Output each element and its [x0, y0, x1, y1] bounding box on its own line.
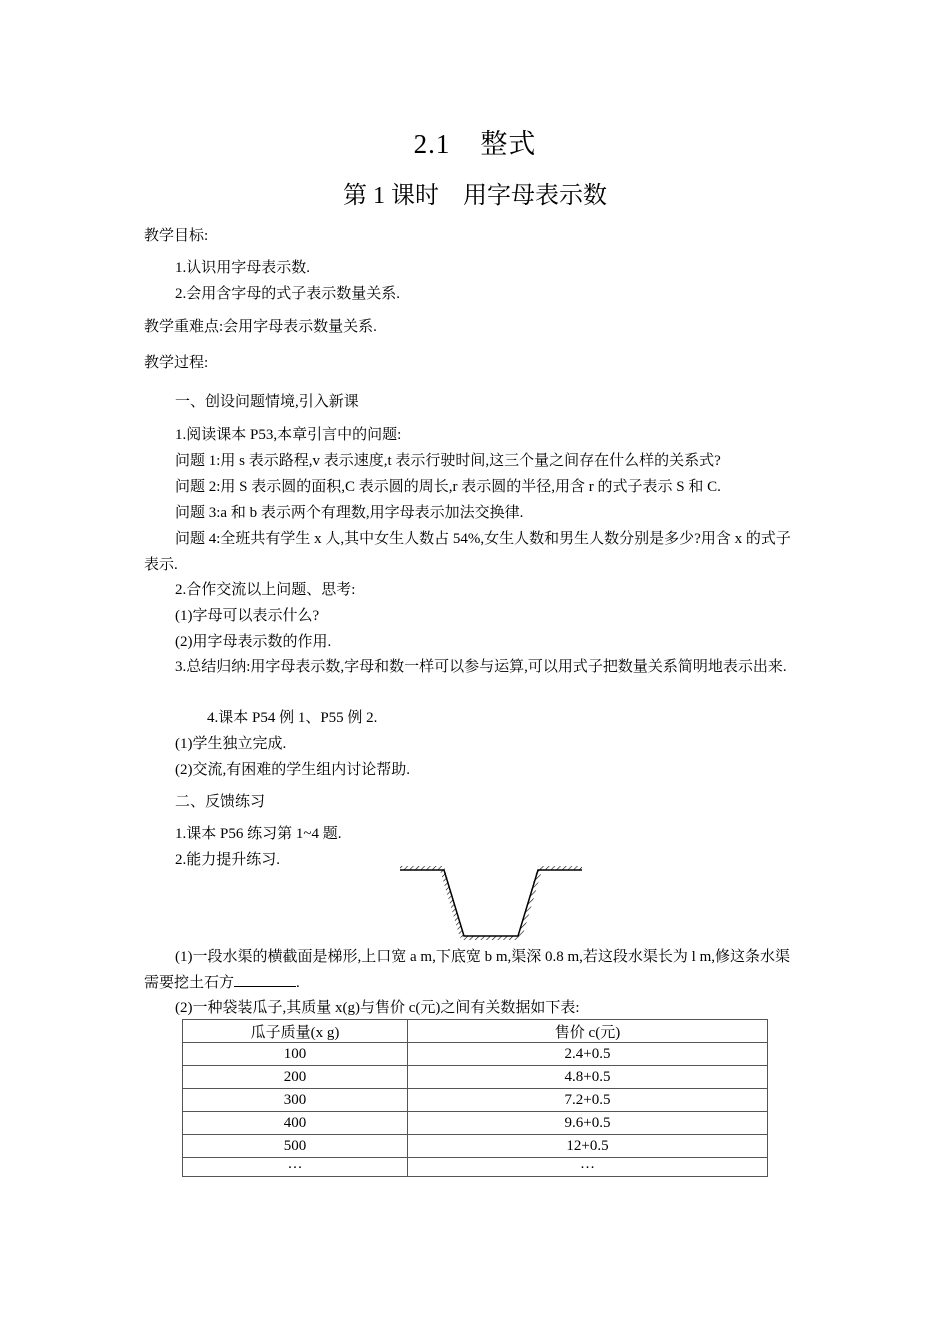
chapter-name: 整式: [480, 129, 537, 159]
list-item: 1.课本 P56 练习第 1~4 题.: [175, 826, 342, 842]
chapter-title: [0, 122, 950, 161]
chapter-number: 2.1: [413, 129, 451, 159]
table-row: [183, 1158, 768, 1177]
table-cell: 500: [183, 1135, 408, 1158]
list-item: 2.合作交流以上问题、思考:: [175, 582, 356, 598]
list-item: (2)用字母表示数的作用.: [175, 634, 332, 650]
example-ref: 4.课本 P54 例 1、P55 例 2.: [207, 710, 378, 726]
table-cell: 2.4+0.5: [408, 1043, 768, 1066]
column-header: 售价 c(元): [408, 1020, 768, 1043]
table-cell: …: [408, 1158, 768, 1177]
exercise-1-text: (1)一段水渠的横截面是梯形,上口宽 a m,下底宽 b m,渠深 0.8 m,若这段水渠长为 l m,修这条水渠需要挖土石方: [144, 949, 790, 991]
exercise-2: (2)一种袋装瓜子,其质量 x(g)与售价 c(元)之间有关数据如下表:: [175, 1000, 580, 1016]
table-cell: 300: [183, 1089, 408, 1112]
section-heading-1: 一、创设问题情境,引入新课: [175, 394, 359, 410]
list-item: 1.阅读课本 P53,本章引言中的问题:: [175, 427, 402, 443]
price-table: [182, 1019, 768, 1177]
table-row: [183, 1043, 768, 1066]
lesson-topic: 用字母表示数: [463, 183, 607, 209]
table-cell: 12+0.5: [408, 1135, 768, 1158]
list-item: (1)学生独立完成.: [175, 736, 287, 752]
question-4: 问题 4:全班共有学生 x 人,其中女生人数占 54%,女生人数和男生人数分别是多少?用含 x 的式子表示.: [144, 531, 791, 573]
table-cell: 400: [183, 1112, 408, 1135]
list-item: 2.能力提升练习.: [175, 852, 281, 868]
table-row: [183, 1112, 768, 1135]
column-header: 瓜子质量(x g): [183, 1020, 408, 1043]
exercise-1-end: .: [296, 975, 300, 991]
goals-heading: 教学目标:: [144, 228, 209, 244]
table-row: [183, 1066, 768, 1089]
table-cell: 7.2+0.5: [408, 1089, 768, 1112]
table-cell: 9.6+0.5: [408, 1112, 768, 1135]
list-item: (1)字母可以表示什么?: [175, 608, 320, 624]
table-cell: …: [183, 1158, 408, 1177]
goal-item: 1.认识用字母表示数.: [175, 260, 311, 276]
table-cell: 4.8+0.5: [408, 1066, 768, 1089]
exercise-1: [144, 944, 804, 996]
table-header-row: [183, 1020, 768, 1043]
table-row: [183, 1135, 768, 1158]
table-cell: 200: [183, 1066, 408, 1089]
list-item: 问题 3:a 和 b 表示两个有理数,用字母表示加法交换律.: [175, 505, 524, 521]
process-heading: 教学过程:: [144, 355, 209, 371]
trapezoid-ditch-diagram: [398, 864, 584, 942]
section-heading-2: 二、反馈练习: [175, 794, 266, 810]
lesson-number: 第 1 课时: [343, 183, 439, 209]
key-point: 教学重难点:会用字母表示数量关系.: [144, 319, 377, 335]
summary: 3.总结归纳:用字母表示数,字母和数一样可以参与运算,可以用式子把数量关系简明地表示出来.: [175, 659, 787, 675]
list-item: 问题 2:用 S 表示圆的面积,C 表示圆的周长,r 表示圆的半径,用含 r 的式子表示 S 和 C.: [175, 479, 721, 495]
table-cell: 100: [183, 1043, 408, 1066]
goal-item: 2.会用含字母的式子表示数量关系.: [175, 286, 401, 302]
list-item: 问题 1:用 s 表示路程,v 表示速度,t 表示行驶时间,这三个量之间存在什么样的关系式?: [175, 453, 721, 469]
list-item: (2)交流,有困难的学生组内讨论帮助.: [175, 762, 410, 778]
lesson-title: [0, 175, 950, 210]
answer-blank: [234, 972, 296, 987]
table-row: [183, 1089, 768, 1112]
